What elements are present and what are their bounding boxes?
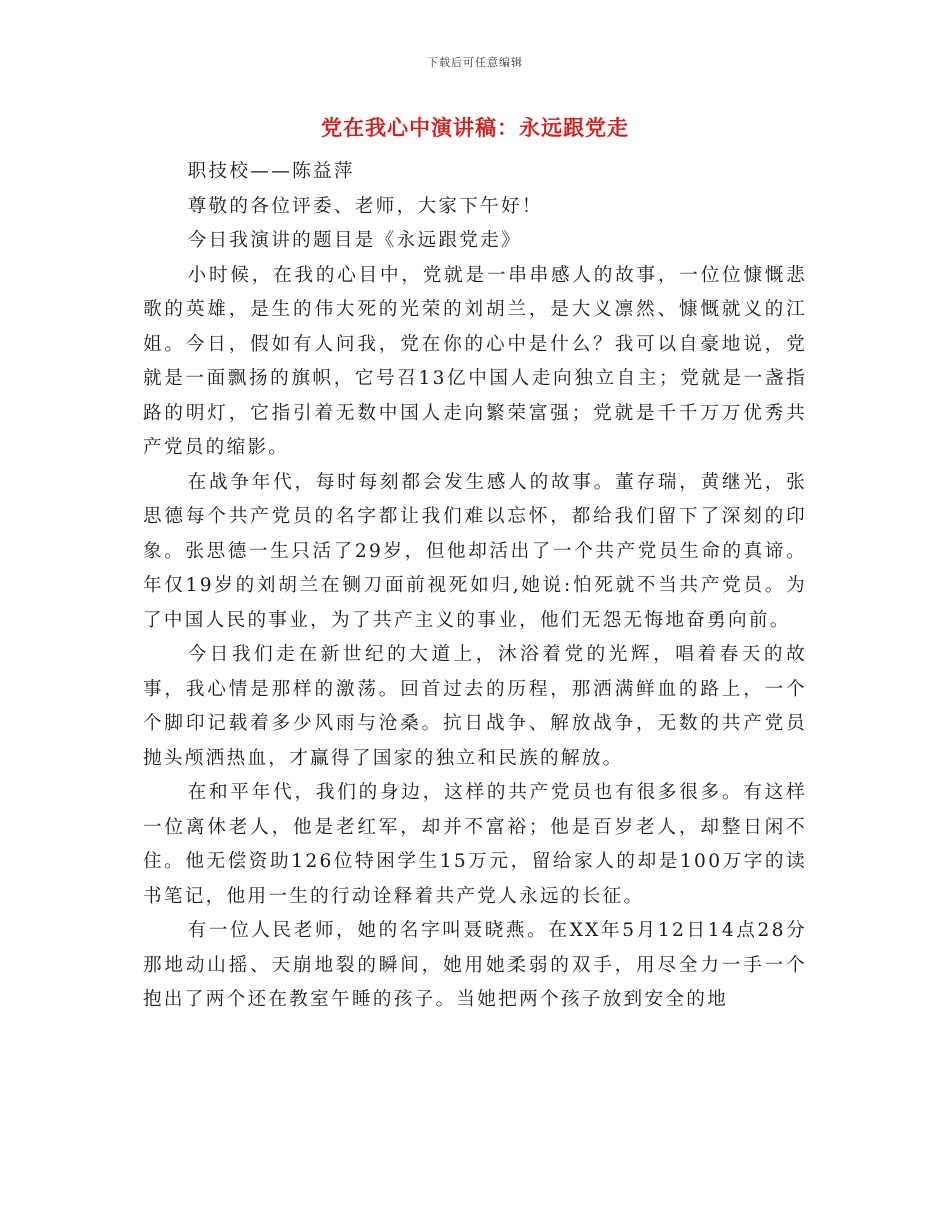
greeting-paragraph: 尊敬的各位评委、老师，大家下午好！: [187, 195, 543, 217]
body-paragraph: 有一位人民老师，她的名字叫聂晓燕。在XX年5月12日14点28分那地动山摇、天崩地裂的瞬间，她用她柔弱的双手，用尽全力一手一个抱出了两个还在教室午睡的孩子。当她把两个孩子放到安全的地: [143, 920, 807, 1010]
topic-paragraph: 今日我演讲的题目是《永远跟党走》: [187, 230, 522, 251]
body-paragraph: 今日我们走在新世纪的大道上，沐浴着党的光辉，唱着春天的故事，我心情是那样的激荡。回首过去的历程，那洒满鲜血的路上，一个个脚印记载着多少风雨与沧桑。抗日战争、解放战争，无数的共产党员抛头颅洒热血，才赢得了国家的独立和民族的解放。: [143, 644, 807, 769]
document-title: 党在我心中演讲稿：永远跟党走: [321, 115, 629, 140]
document-body: [143, 155, 807, 1018]
body-paragraph: 小时候，在我的心目中，党就是一串串感人的故事，一位位慷慨悲歌的英雄，是生的伟大死的光荣的刘胡兰，是大义凛然、慷慨就义的江姐。今日，假如有人问我，党在你的心中是什么？我可以自豪地说，党就是一面飘扬的旗帜，它号召13亿中国人走向独立自主；党就是一盏指路的明灯，它指引着无数中国人走向繁荣富强；党就是千千万万优秀共产党员的缩影。: [143, 264, 807, 458]
header-note: 下载后可任意编辑: [427, 56, 523, 69]
body-paragraph: 在和平年代，我们的身边，这样的共产党员也有很多很多。有这样一位离休老人，他是老红军，却并不富裕；他是百岁老人，却整日闲不住。他无偿资助126位特困学生15万元，留给家人的却是100万字的读书笔记，他用一生的行动诠释着共产党人永远的长征。: [143, 782, 807, 907]
author-line: 职技校——陈益萍: [187, 161, 355, 182]
body-paragraph: 在战争年代，每时每刻都会发生感人的故事。董存瑞，黄继光，张思德每个共产党员的名字都让我们难以忘怀，都给我们留下了深刻的印象。张思德一生只活了29岁，但他却活出了一个共产党员生命的真谛。年仅19岁的刘胡兰在铡刀面前视死如归,她说:怕死就不当共产党员。为了中国人民的事业，为了共产主义的事业，他们无怨无悔地奋勇向前。: [143, 471, 807, 631]
